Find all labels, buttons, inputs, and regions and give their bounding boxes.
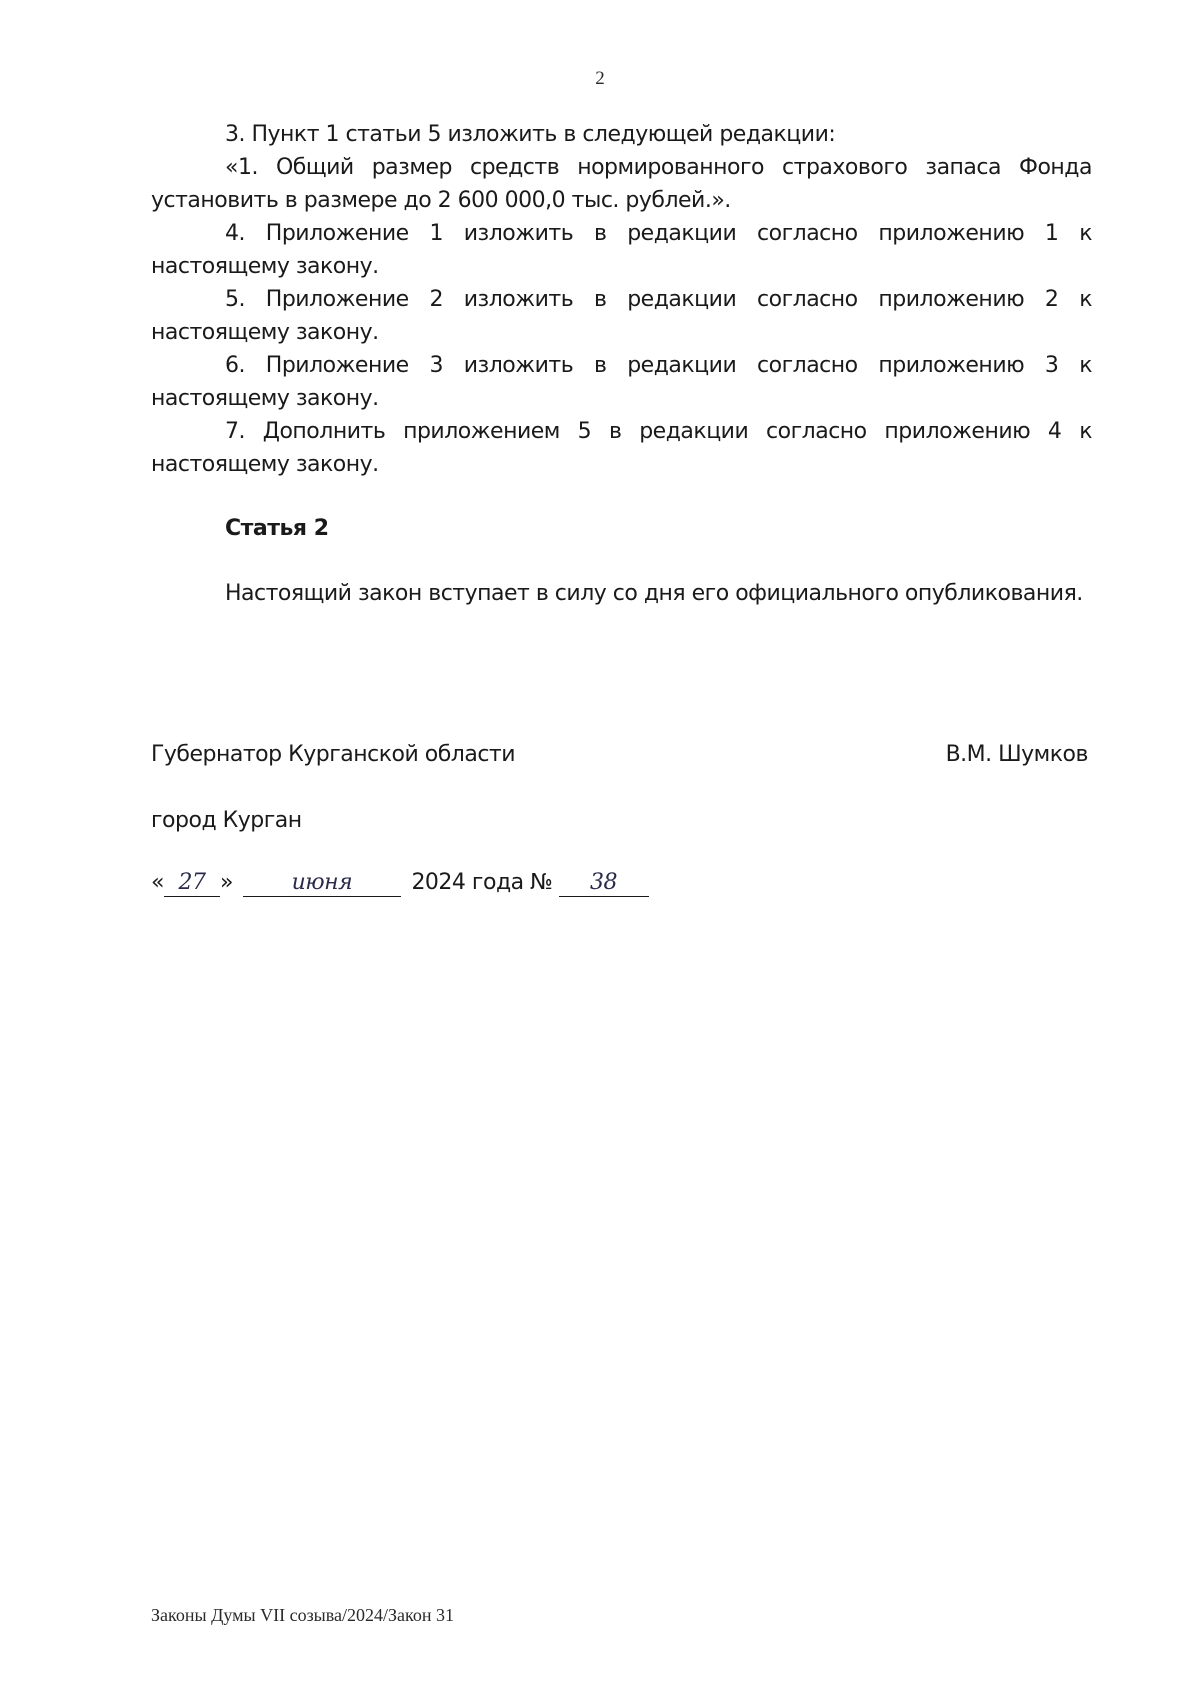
footer-path: Законы Думы VII созыва/2024/Закон 31 [151,1605,454,1625]
item-6: 6. Приложение 3 изложить в редакции согласно приложению 3 к настоящему закону. [151,353,1092,411]
signatory-position: Губернатор Курганской области [151,742,516,767]
document-body [151,118,1092,610]
date-day-handwritten: 27 [164,870,220,897]
item-3: 3. Пункт 1 статьи 5 изложить в следующей редакции: [225,122,836,147]
article-2-heading: Статья 2 [225,516,329,541]
page-number: 2 [595,68,605,89]
item-4: 4. Приложение 1 изложить в редакции согласно приложению 1 к настоящему закону. [151,221,1092,279]
city-line: город Курган [151,808,302,833]
date-year-label: 2024 года № [411,870,553,895]
date-month-handwritten: июня [243,870,401,897]
item-3-quote: «1. Общий размер средств нормированного страхового запаса Фонда установить в размере до 2 600 000,0 тыс. рублей.». [151,155,1092,213]
item-5: 5. Приложение 2 изложить в редакции согласно приложению 2 к настоящему закону. [151,287,1092,345]
article-2-text: Настоящий закон вступает в силу со дня его официального опубликования. [225,581,1083,606]
date-line [151,866,649,899]
signatory-name: В.М. Шумков [945,742,1088,767]
date-open-quote: « [151,870,164,895]
law-number-handwritten: 38 [559,870,649,897]
signature-block [151,738,1092,771]
item-7: 7. Дополнить приложением 5 в редакции согласно приложению 4 к настоящему закону. [151,419,1092,477]
date-close-quote: » [219,870,233,895]
